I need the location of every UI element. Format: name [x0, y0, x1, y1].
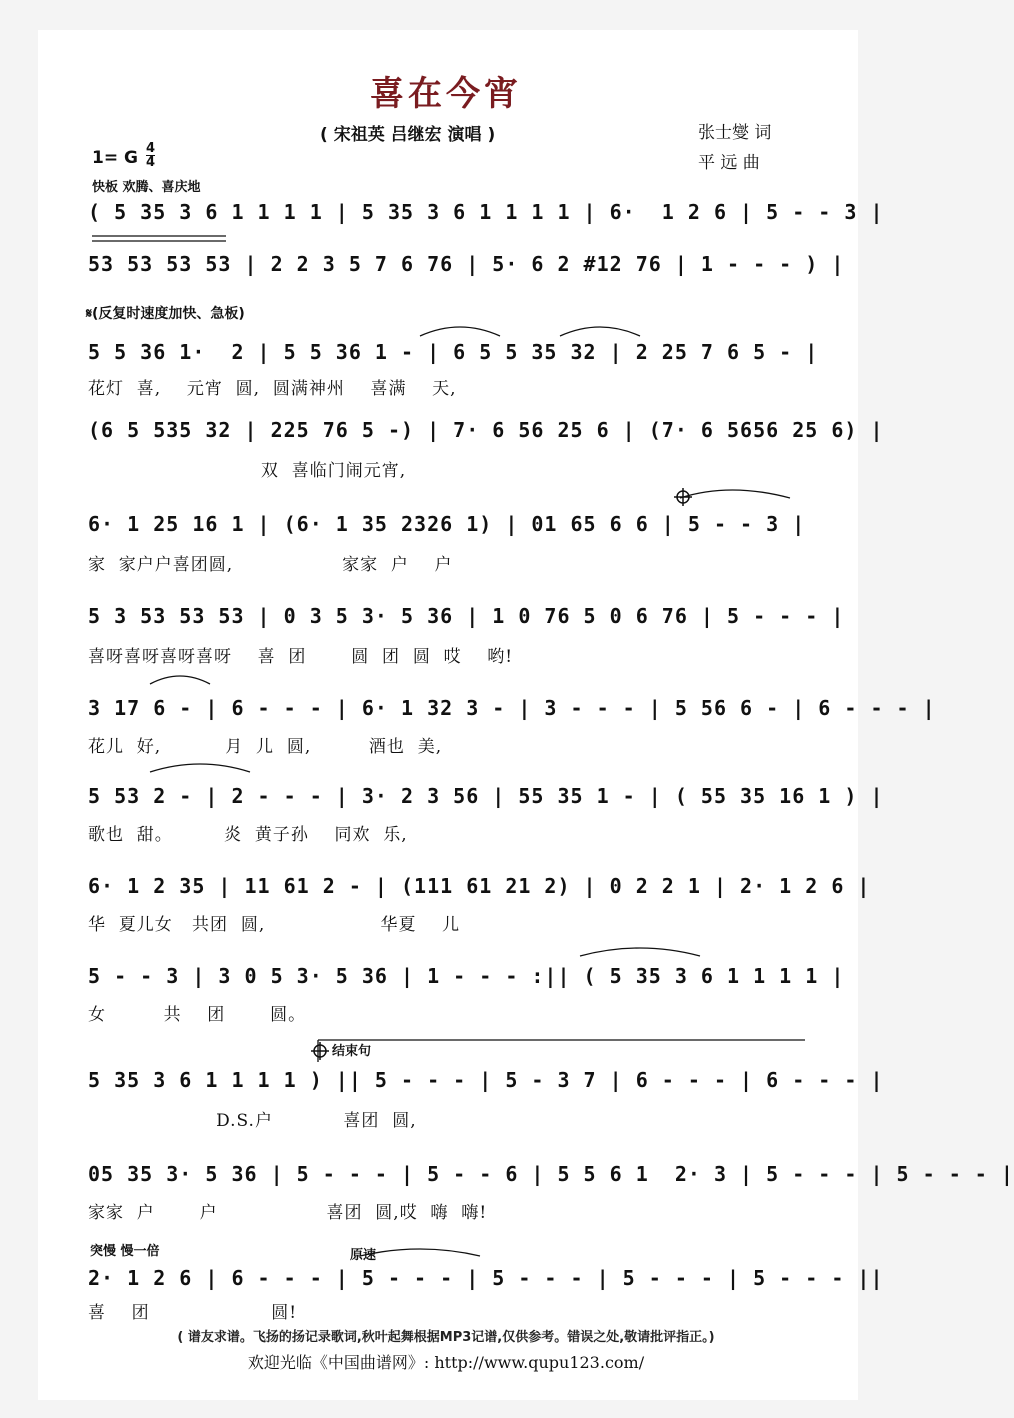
ending-label: 结束句 [332, 1044, 372, 1059]
lyrics-row-13: 喜 团 圆! [88, 1303, 298, 1323]
notes-row-5: 6· 1 25 16 1 | (6· 1 35 2326 1) | 01 65 6 6 | 5 - - 3 | [88, 512, 806, 536]
notes-row-8: 5 53 2 - | 2 - - - | 3· 2 3 56 | 55 35 1 - | ( 55 35 16 1 ) | [88, 784, 884, 808]
time-bottom: 4 [146, 155, 156, 170]
notes-row-12: 05 35 3· 5 36 | 5 - - - | 5 - - 6 | 5 5 6 1 2· 3 | 5 - - - | 5 - - - | [88, 1162, 1014, 1186]
lyrics-row-4: 双 喜临门闹元宵, [88, 461, 407, 481]
lyrics-row-5: 家 家户户喜团圆, 家家 户 户 [88, 555, 453, 575]
original-tempo-label: 原速 [350, 1248, 377, 1263]
lyrics-row-8: 歌也 甜。 炎 黄子孙 同欢 乐, [88, 825, 408, 845]
footer-site: 欢迎光临《中国曲谱网》: http://www.qupu123.com/ [247, 1353, 645, 1372]
lyrics-row-12: 家家 户 户 喜团 圆,哎 嗨 嗨! [88, 1203, 488, 1223]
notes-row-6: 5 3 53 53 53 | 0 3 5 3· 5 36 | 1 0 76 5 0 6 76 | 5 - - - | [88, 604, 845, 628]
tempo-marking: 快板 欢腾、喜庆地 [92, 180, 201, 195]
time-top: 4 [146, 141, 156, 156]
composer: 平 远 曲 [698, 153, 760, 173]
song-title: 喜在今宵 [370, 74, 522, 114]
lyricist: 张士燮 词 [698, 123, 772, 143]
lyrics-row-6: 喜呀喜呀喜呀喜呀 喜 团 圆 团 圆 哎 哟! [88, 647, 514, 667]
notes-row-7: 3 17 6 - | 6 - - - | 6· 1 32 3 - | 3 - - - | 5 56 6 - | 6 - - - | [88, 696, 936, 720]
lyrics-row-10: 女 共 团 圆。 [88, 1005, 307, 1025]
notes-row-10: 5 - - 3 | 3 0 5 3· 5 36 | 1 - - - :|| ( 5 35 3 6 1 1 1 1 | [88, 964, 845, 988]
segno-note: 𝄋(反复时速度加快、急板) [86, 306, 245, 322]
notes-row-3: 5 5 36 1· 2 | 5 5 36 1 - | 6 5 5 35 32 | 2 25 7 6 5 - | [88, 340, 819, 364]
notes-row-9: 6· 1 2 35 | 11 61 2 - | (111 61 21 2) | 0 2 2 1 | 2· 1 2 6 | [88, 874, 871, 898]
notes-row-2: 53 53 53 53 | 2 2 3 5 7 6 76 | 5· 6 2 #12 76 | 1 - - - ) | [88, 252, 845, 276]
notes-row-13: 2· 1 2 6 | 6 - - - | 5 - - - | 5 - - - | 5 - - - | 5 - - - || [88, 1266, 884, 1290]
slowdown-label: 突慢 慢一倍 [90, 1244, 160, 1259]
lyrics-row-3: 花灯 喜, 元宵 圆, 圆满神州 喜满 天, [88, 379, 457, 399]
notes-row-4: (6 5 535 32 | 225 76 5 -) | 7· 6 56 25 6 | (7· 6 5656 25 6) | [88, 418, 884, 442]
key-signature: 1= G [92, 148, 138, 168]
footer-note: ( 谱友求谱。飞扬的扬记录歌词,秋叶起舞根据MP3记谱,仅供参考。错误之处,敬请批评指正。) [177, 1330, 715, 1345]
singers: ( 宋祖英 吕继宏 演唱 ) [320, 125, 496, 145]
time-signature [146, 142, 155, 169]
lyrics-row-11: D.S.户 喜团 圆, [88, 1111, 417, 1131]
notes-row-1: ( 5 35 3 6 1 1 1 1 | 5 35 3 6 1 1 1 1 | 6· 1 2 6 | 5 - - 3 | [88, 200, 884, 224]
lyrics-row-9: 华 夏儿女 共团 圆, 华夏 儿 [88, 915, 461, 935]
notes-row-11: 5 35 3 6 1 1 1 1 ) || 5 - - - | 5 - 3 7 | 6 - - - | 6 - - - | [88, 1068, 884, 1092]
lyrics-row-7: 花儿 好, 月 儿 圆, 酒也 美, [88, 737, 443, 757]
